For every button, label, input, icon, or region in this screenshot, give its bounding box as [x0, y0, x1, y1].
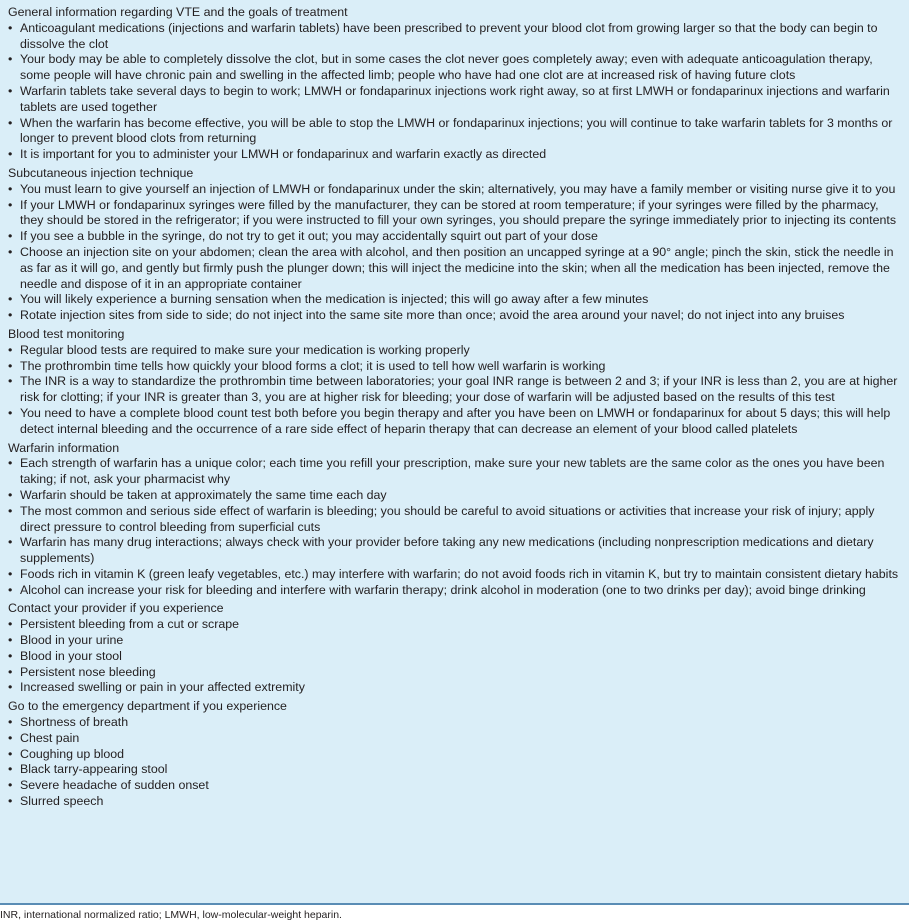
- list-item-text: Increased swelling or pain in your affected extremity: [20, 680, 305, 695]
- list-item-text: Coughing up blood: [20, 746, 125, 761]
- list-item-text: Regular blood tests are required to make sure your medication is working properly: [20, 342, 470, 357]
- list-item: [0, 343, 909, 359]
- list-item: [0, 633, 909, 649]
- list-item-text: It is important for you to administer your LMWH or fondaparinux and warfarin exactly as directed: [20, 147, 547, 162]
- bullet-icon: •: [8, 147, 13, 162]
- bullet-icon: •: [8, 342, 13, 357]
- list-item-text: Shortness of breath: [20, 715, 129, 730]
- bullet-icon: •: [8, 115, 13, 130]
- bullet-icon: •: [8, 358, 13, 373]
- list-item: [0, 665, 909, 681]
- list-item: [0, 292, 909, 308]
- bullet-list: [0, 21, 909, 163]
- list-item: [0, 680, 909, 696]
- list-item: [0, 794, 909, 810]
- list-item: [0, 245, 909, 292]
- bullet-icon: •: [8, 664, 13, 679]
- section: [0, 601, 909, 696]
- section: [0, 327, 909, 438]
- bullet-icon: •: [8, 374, 13, 389]
- bullet-icon: •: [8, 535, 13, 550]
- list-item: [0, 229, 909, 245]
- bullet-icon: •: [8, 456, 13, 471]
- list-item: [0, 583, 909, 599]
- section-heading: Contact your provider if you experience: [8, 601, 224, 616]
- bullet-list: [0, 617, 909, 696]
- bullet-list: [0, 182, 909, 324]
- bullet-icon: •: [8, 229, 13, 244]
- bullet-icon: •: [8, 503, 13, 518]
- bullet-list: [0, 715, 909, 810]
- list-item-text: Warfarin should be taken at approximately the same time each day: [20, 487, 387, 502]
- list-item-text: Anticoagulant medications (injections and warfarin tablets) have been prescribed to prevent your blood clot from growing larger so that the body can begin to dissolve the clot: [20, 20, 878, 51]
- list-item-text: If your LMWH or fondaparinux syringes were filled by the manufacturer, they can be stored at room temperature; if your syringes were filled by the pharmacy, they should be stored in the refrigerator; if you were instructed to fill your own syringes, you should prepare the syringe immediately prior to injecting its contents: [20, 197, 897, 228]
- list-item-text: Persistent bleeding from a cut or scrape: [20, 617, 240, 632]
- section: [0, 166, 909, 324]
- list-item-text: The most common and serious side effect of warfarin is bleeding; you should be careful to avoid situations or activities that increase your risk of injury; apply direct pressure to control bleeding from superficial cuts: [20, 503, 875, 534]
- list-item: [0, 406, 909, 438]
- bullet-icon: •: [8, 197, 13, 212]
- bullet-icon: •: [8, 730, 13, 745]
- list-item-text: You need to have a complete blood count test both before you begin therapy and after you have been on LMWH or fondaparinux for about 5 days; this will help detect internal bleeding and the occurrence of a rare side effect of heparin therapy that can decrease an element of your blood called platelets: [20, 405, 891, 436]
- bullet-icon: •: [8, 83, 13, 98]
- bullet-icon: •: [8, 794, 13, 809]
- list-item-text: When the warfarin has become effective, you will be able to stop the LMWH or fondaparinux injections; you will continue to take warfarin tablets for 3 months or longer to prevent blood clots from returning: [20, 115, 893, 146]
- section-heading: Go to the emergency department if you experience: [8, 699, 287, 714]
- bullet-icon: •: [8, 648, 13, 663]
- bullet-icon: •: [8, 762, 13, 777]
- bullet-icon: •: [8, 244, 13, 259]
- list-item: [0, 456, 909, 488]
- list-item-text: Choose an injection site on your abdomen; clean the area with alcohol, and then position an uncapped syringe at a 90° angle; pinch the skin, stick the needle in as far as it will go, and gently but firmly push the plunger down; this will inject the medicine into the skin; when all the medication has been injected, remove the needle and dispose of it in an appropriate container: [20, 244, 894, 291]
- list-item-text: Blood in your stool: [20, 648, 122, 663]
- list-item: [0, 535, 909, 567]
- bullet-icon: •: [8, 680, 13, 695]
- list-item-text: Severe headache of sudden onset: [20, 778, 209, 793]
- list-item-text: Warfarin tablets take several days to begin to work; LMWH or fondaparinux injections work right away, so at first LMWH or fondaparinux injections and warfarin tablets are used together: [20, 83, 890, 114]
- bullet-icon: •: [8, 617, 13, 632]
- bullet-icon: •: [8, 405, 13, 420]
- bullet-icon: •: [8, 715, 13, 730]
- list-item: [0, 147, 909, 163]
- table-footnote: INR, international normalized ratio; LMWH, low-molecular-weight heparin.: [0, 909, 342, 921]
- list-item-text: Warfarin has many drug interactions; always check with your provider before taking any new medications (including nonprescription medications and dietary supplements): [20, 535, 874, 566]
- section-heading: Blood test monitoring: [8, 326, 125, 341]
- list-item: [0, 116, 909, 148]
- list-item-text: Chest pain: [20, 730, 80, 745]
- list-item: [0, 762, 909, 778]
- list-item-text: Persistent nose bleeding: [20, 664, 156, 679]
- bullet-icon: •: [8, 746, 13, 761]
- list-item: [0, 21, 909, 53]
- list-item-text: Each strength of warfarin has a unique color; each time you refill your prescription, make sure your new tablets are the same color as the ones you have been taking; if not, ask your pharmacist why: [20, 456, 885, 487]
- section: [0, 441, 909, 599]
- list-item-text: Your body may be able to completely dissolve the clot, but in some cases the clot never goes completely away; even with adequate anticoagulation therapy, some people will have chronic pain and swelling in the affected limb; people who have had one clot are at increased risk of having future clots: [20, 52, 873, 83]
- list-item-text: Blood in your urine: [20, 633, 124, 648]
- list-item-text: The prothrombin time tells how quickly your blood forms a clot; it is used to tell how well warfarin is working: [20, 358, 606, 373]
- list-item: [0, 731, 909, 747]
- list-item: [0, 715, 909, 731]
- list-item: [0, 52, 909, 84]
- bullet-icon: •: [8, 566, 13, 581]
- list-item-text: Rotate injection sites from side to side; do not inject into the same site more than once; avoid the area around your navel; do not inject into any bruises: [20, 308, 845, 323]
- bullet-icon: •: [8, 582, 13, 597]
- list-item: [0, 84, 909, 116]
- list-item-text: Alcohol can increase your risk for bleeding and interfere with warfarin therapy; drink alcohol in moderation (one to two drinks per day); avoid binge drinking: [20, 582, 866, 597]
- bullet-icon: •: [8, 778, 13, 793]
- list-item: [0, 567, 909, 583]
- list-item-text: The INR is a way to standardize the prothrombin time between laboratories; your goal INR range is between 2 and 3; if your INR is less than 2, you are at higher risk for clotting; if your INR is greater than 3, you are at higher risk for bleeding; your dose of warfarin will be adjusted based on the results of this test: [20, 374, 898, 405]
- list-item-text: You will likely experience a burning sensation when the medication is injected; this will go away after a few minutes: [20, 292, 649, 307]
- list-item: [0, 198, 909, 230]
- section-heading: General information regarding VTE and the goals of treatment: [8, 5, 348, 19]
- list-item: [0, 359, 909, 375]
- list-item-text: If you see a bubble in the syringe, do not try to get it out; you may accidentally squirt out part of your dose: [20, 229, 598, 244]
- bullet-icon: •: [8, 52, 13, 67]
- bullet-list: [0, 343, 909, 438]
- list-item-text: You must learn to give yourself an injection of LMWH or fondaparinux under the skin; alternatively, you may have a family member or visiting nurse give it to you: [20, 181, 896, 196]
- list-item: [0, 488, 909, 504]
- list-item: [0, 308, 909, 324]
- section-heading: Subcutaneous injection technique: [8, 165, 194, 180]
- list-item-text: Foods rich in vitamin K (green leafy vegetables, etc.) may interfere with warfarin; do not avoid foods rich in vitamin K, but try to maintain consistent dietary habits: [20, 566, 899, 581]
- section: [0, 699, 909, 810]
- bullet-icon: •: [8, 308, 13, 323]
- section-heading: Warfarin information: [8, 440, 120, 455]
- section: [0, 5, 909, 163]
- list-item: [0, 182, 909, 198]
- list-item: [0, 649, 909, 665]
- list-item: [0, 747, 909, 763]
- list-item: [0, 504, 909, 536]
- list-item: [0, 617, 909, 633]
- bullet-icon: •: [8, 292, 13, 307]
- bullet-icon: •: [8, 20, 13, 35]
- list-item-text: Black tarry-appearing stool: [20, 762, 168, 777]
- bullet-icon: •: [8, 633, 13, 648]
- bullet-icon: •: [8, 181, 13, 196]
- list-item: [0, 374, 909, 406]
- list-item-text: Slurred speech: [20, 794, 104, 809]
- bullet-list: [0, 456, 909, 598]
- list-item: [0, 778, 909, 794]
- bullet-icon: •: [8, 487, 13, 502]
